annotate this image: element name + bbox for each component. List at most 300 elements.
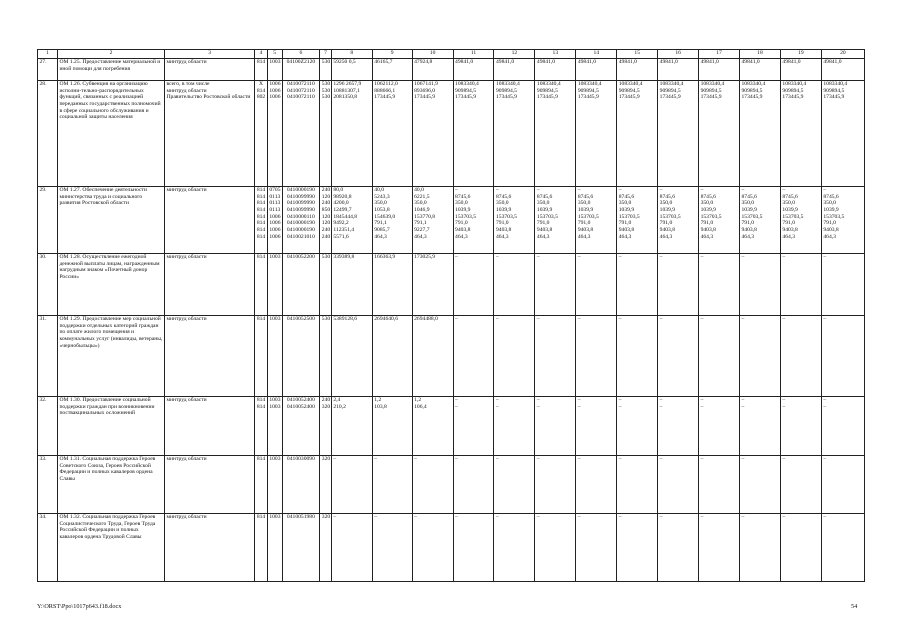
event-name: ОМ 1.32. Социальная поддержка Героев Социалистического Труда, Героев Труда Российской Федерации и полных кавалеров ордена Трудовой Славы (57, 513, 164, 581)
code-cell (255, 396, 268, 455)
amount-cell (699, 513, 740, 581)
column-header: 4 (255, 50, 268, 59)
amount-value: 791,0 (782, 220, 796, 227)
amount-value: – (741, 403, 745, 410)
amount-cell (699, 396, 740, 455)
amount-value: 1039,9 (577, 206, 594, 213)
amount-cell (331, 513, 372, 581)
table-row (38, 186, 865, 253)
code-value: 814 (256, 513, 266, 520)
code-value: 814 (256, 58, 266, 65)
amount-value: 12499,7 (333, 206, 352, 213)
amount-value: 59250 0,5 (333, 58, 356, 65)
amount-value: 464,3 (374, 233, 387, 240)
amount-cell (658, 58, 699, 80)
amount-value: 2694640,6 (374, 315, 399, 322)
amount-value: 153703,5 (659, 213, 681, 220)
amount-value: – (741, 455, 745, 462)
amount-value: 5243,3 (374, 193, 390, 200)
amount-value: – (700, 315, 704, 322)
code-value: 1006 (269, 233, 281, 240)
amount-cell (658, 315, 699, 396)
amount-value: 49841,0 (495, 58, 515, 65)
amount-cell (372, 186, 412, 253)
amount-value: 9403,8 (495, 227, 512, 234)
amount-value: 909894,5 (577, 87, 599, 94)
amount-value: 464,3 (536, 233, 550, 240)
amount-value: – (700, 455, 704, 462)
executor-name: минтруд области (166, 513, 207, 520)
column-header: 9 (372, 50, 412, 59)
amount-value: 1,2 (374, 396, 382, 403)
code-cell (255, 513, 268, 581)
table-row (38, 396, 865, 455)
amount-value: 791,0 (577, 220, 591, 227)
executor-name: минтруд области (166, 455, 207, 462)
code-value: 1006 (269, 80, 281, 87)
amount-value: 40,0 (374, 186, 385, 193)
amount-value: 9403,8 (659, 227, 676, 234)
code-value: 1006 (269, 94, 281, 101)
amount-value: – (741, 253, 745, 260)
code-value: 0410052200 (286, 253, 315, 260)
header-row (38, 50, 865, 59)
amount-cell (780, 58, 821, 80)
amount-value: 1067141,9 (414, 80, 438, 87)
amount-value: 153703,5 (782, 213, 804, 220)
amount-value: – (495, 253, 499, 260)
code-value: 1006 (269, 213, 281, 220)
code-cell (320, 315, 332, 396)
amount-value: 9403,8 (782, 227, 798, 234)
amount-value: – (659, 186, 663, 193)
amount-cell (617, 396, 658, 455)
amount-value: 2081350,8 (333, 94, 358, 101)
amount-cell (494, 315, 535, 396)
code-cell (267, 80, 282, 186)
amount-cell (780, 513, 821, 581)
amount-value: 8745,6 (618, 193, 635, 200)
amount-cell (821, 396, 864, 455)
amount-value: 49841,0 (536, 58, 556, 65)
code-cell (267, 455, 282, 513)
amount-cell (412, 315, 453, 396)
amount-value: 8745,6 (700, 193, 716, 200)
amount-value: 350,0 (577, 200, 591, 207)
amount-value: 1039,9 (536, 206, 553, 213)
amount-value: – (495, 315, 499, 322)
column-header: 17 (699, 50, 740, 59)
column-header: 19 (780, 50, 821, 59)
event-name: ОМ 1.27. Обеспечение деятельности министерства труда и социального развития Ростовской области (57, 186, 164, 253)
footer-file-path: Y:\ORST\Ppo\1017p643.f18.docx (37, 603, 122, 610)
code-value: 0410072110 (287, 80, 315, 87)
code-value: 814 (256, 193, 266, 200)
code-cell (267, 58, 282, 80)
amount-cell (453, 513, 494, 581)
amount-value: – (618, 315, 622, 322)
amount-value: 49841,0 (455, 58, 474, 65)
code-cell (267, 396, 282, 455)
amount-cell (699, 186, 740, 253)
amount-value: 350,0 (495, 200, 509, 207)
amount-value: 1039,9 (700, 206, 716, 213)
amount-value: – (536, 403, 540, 410)
amount-value: – (495, 455, 499, 462)
amount-cell (740, 455, 781, 513)
amount-value: 40,0 (414, 186, 424, 193)
amount-value: 173025,9 (414, 253, 436, 260)
code-value: 530 (321, 253, 331, 260)
code-value: 0410030090 (286, 455, 315, 462)
amount-value: – (455, 186, 458, 193)
amount-value: – (455, 455, 458, 462)
amount-value: – (577, 513, 581, 520)
amount-value: 173445,9 (536, 94, 558, 101)
code-value: 0410000190 (286, 220, 315, 227)
amount-cell (372, 80, 412, 186)
amount-cell (494, 58, 535, 80)
amount-value: 9403,8 (700, 227, 716, 234)
amount-value: – (536, 253, 540, 260)
amount-cell (535, 513, 576, 581)
amount-cell (372, 58, 412, 80)
code-cell (282, 315, 320, 396)
amount-cell (780, 80, 821, 186)
amount-cell (453, 315, 494, 396)
code-cell (255, 58, 268, 80)
amount-value: 173445,9 (700, 94, 722, 101)
amount-value: 909894,5 (659, 87, 681, 94)
amount-value: – (618, 513, 622, 520)
event-name: ОМ 1.31. Социальная поддержка Героев Советского Союза, Героев Российской Федерации и полных кавалеров ордена Славы (57, 455, 164, 513)
amount-value: 49841,0 (659, 58, 678, 65)
amount-cell (412, 253, 453, 315)
amount-value: – (455, 315, 458, 322)
row-number: 29. (38, 186, 58, 253)
code-value: 0410052400 (286, 396, 315, 403)
amount-value: 1083340,4 (536, 80, 561, 87)
event-name: ОМ 1.30. Предоставление социальной поддержки граждан при возникновении поствакцинальных осложнений (57, 396, 164, 455)
amount-value: – (823, 186, 827, 193)
executor-name: минтруд области (166, 87, 207, 94)
amount-value: 153703,5 (536, 213, 558, 220)
amount-cell (494, 80, 535, 186)
code-value: 0410021010 (286, 233, 315, 240)
amount-value: – (700, 253, 704, 260)
amount-value: – (741, 186, 745, 193)
column-header: 8 (331, 50, 372, 59)
code-value: 320 (321, 513, 331, 520)
executor-cell (164, 455, 254, 513)
code-value: 0410000110 (287, 213, 315, 220)
amount-value: 9403,8 (455, 227, 471, 234)
amount-cell (658, 186, 699, 253)
amount-value: – (536, 455, 540, 462)
amount-value: 909894,5 (823, 87, 845, 94)
amount-cell (372, 253, 412, 315)
amount-value: – (577, 396, 581, 403)
amount-value: 1083340,4 (700, 80, 725, 87)
code-value: 0113 (269, 200, 281, 207)
amount-value: – (782, 403, 786, 410)
executor-name: Правительство Ростовской области (166, 94, 251, 101)
amount-cell (535, 396, 576, 455)
code-cell (320, 80, 332, 186)
code-value: 0410000190 (286, 227, 315, 234)
amount-value: 173445,9 (495, 94, 517, 101)
amount-value: 893696,0 (414, 87, 436, 94)
amount-value: 112351,4 (333, 227, 355, 234)
amount-cell (780, 186, 821, 253)
amount-value: 1,2 (414, 396, 422, 403)
amount-value: 350,0 (659, 200, 673, 207)
amount-value: 1083340,4 (618, 80, 643, 87)
amount-value: – (577, 253, 581, 260)
amount-value: 1083340,4 (659, 80, 684, 87)
column-header: 1 (38, 50, 58, 59)
amount-cell (412, 513, 453, 581)
amount-value: 791,0 (700, 220, 714, 227)
amount-value: 173445,9 (455, 94, 477, 101)
table-row (38, 455, 865, 513)
code-value: 120 (321, 213, 331, 220)
table-row (38, 253, 865, 315)
amount-value: 350,0 (414, 200, 427, 207)
amount-cell (576, 58, 617, 80)
amount-value: 173445,9 (659, 94, 681, 101)
amount-cell (494, 396, 535, 455)
amount-value: – (823, 396, 827, 403)
amount-value: – (659, 403, 663, 410)
code-cell (320, 253, 332, 315)
amount-value: 103,8 (374, 403, 387, 410)
amount-value: – (333, 455, 337, 462)
column-header: 18 (740, 50, 781, 59)
code-value: 1003 (269, 403, 281, 410)
code-value: 814 (256, 206, 266, 213)
code-value: 120 (321, 220, 331, 227)
amount-value: 49841,0 (700, 58, 719, 65)
code-value: 1003 (269, 253, 281, 260)
code-value: 0705 (269, 186, 281, 193)
amount-cell (372, 455, 412, 513)
amount-value: – (374, 455, 378, 462)
code-value: 240 (321, 186, 331, 193)
code-value: 814 (256, 233, 266, 240)
code-cell (320, 186, 332, 253)
amount-value: 49841,0 (741, 58, 760, 65)
code-value: 0410072110 (287, 94, 315, 101)
amount-value: 2,4 (333, 396, 341, 403)
amount-value: 1083340,4 (495, 80, 520, 87)
row-number: 34. (38, 513, 58, 581)
amount-value: 350,0 (741, 200, 755, 207)
amount-cell (740, 253, 781, 315)
amount-cell (576, 315, 617, 396)
executor-name: минтруд области (166, 396, 207, 403)
amount-cell (617, 253, 658, 315)
amount-value: – (618, 403, 622, 410)
amount-value: 9492,2 (333, 220, 349, 227)
amount-value: 464,3 (495, 233, 509, 240)
amount-value: 1039,9 (618, 206, 635, 213)
amount-value: 8745,6 (659, 193, 676, 200)
code-cell (282, 58, 320, 80)
code-value: 814 (256, 227, 266, 234)
amount-cell (821, 186, 864, 253)
amount-value: 1062112,0 (374, 80, 398, 87)
code-value: 1003 (269, 396, 281, 403)
code-cell (267, 315, 282, 396)
code-value: 814 (256, 315, 266, 322)
amount-value: – (823, 253, 827, 260)
amount-cell (372, 396, 412, 455)
code-value: 1006 (269, 220, 281, 227)
code-value: 0410099990 (286, 200, 315, 207)
amount-value: – (782, 315, 786, 322)
amount-value: 791,1 (414, 220, 427, 227)
amount-value: 464,3 (782, 233, 796, 240)
amount-value: 350,0 (700, 200, 714, 207)
amount-cell (780, 315, 821, 396)
executor-cell (164, 80, 254, 186)
amount-value: – (536, 396, 540, 403)
code-cell (320, 396, 332, 455)
code-value: 04100Z2120 (286, 58, 316, 65)
amount-value: 464,3 (700, 233, 714, 240)
code-cell (282, 396, 320, 455)
amount-cell (740, 513, 781, 581)
amount-cell (372, 513, 412, 581)
code-cell (282, 186, 320, 253)
amount-value: 1053,8 (374, 206, 390, 213)
amount-value: 173445,9 (782, 94, 804, 101)
amount-value: – (823, 513, 827, 520)
amount-value: – (414, 455, 417, 462)
code-cell (255, 80, 268, 186)
amount-value: 153703,5 (577, 213, 599, 220)
amount-value: – (455, 253, 458, 260)
amount-value: – (741, 513, 745, 520)
amount-cell (617, 186, 658, 253)
code-value: 814 (256, 403, 266, 410)
code-value: 1006 (269, 227, 281, 234)
amount-cell (780, 455, 821, 513)
amount-value: 909894,5 (782, 87, 804, 94)
amount-value: 173445,9 (741, 94, 763, 101)
code-cell (320, 455, 332, 513)
amount-cell (658, 396, 699, 455)
code-value: 240 (321, 233, 331, 240)
amount-cell (821, 253, 864, 315)
amount-value: – (823, 403, 827, 410)
amount-value: 791,0 (741, 220, 755, 227)
code-cell (255, 315, 268, 396)
code-value: 1003 (269, 455, 281, 462)
amount-value: – (823, 455, 827, 462)
amount-value: 153703,5 (618, 213, 640, 220)
amount-value: 8745,6 (495, 193, 512, 200)
amount-cell (780, 396, 821, 455)
amount-cell (535, 186, 576, 253)
amount-value: 1083340,4 (577, 80, 602, 87)
code-value: 814 (256, 396, 266, 403)
code-value: 530 (321, 58, 331, 65)
row-number: 31. (38, 315, 58, 396)
amount-value: 909894,5 (495, 87, 517, 94)
amount-value: – (495, 513, 499, 520)
code-value: 814 (256, 455, 266, 462)
amount-value: – (618, 455, 622, 462)
amount-value: 49841,0 (577, 58, 596, 65)
amount-value: – (374, 513, 378, 520)
amount-value: 8745,6 (782, 193, 798, 200)
code-cell (282, 253, 320, 315)
amount-value: 173445,9 (577, 94, 599, 101)
code-value: 802 (256, 94, 266, 101)
executor-name: минтруд области (166, 186, 207, 193)
amount-value: 5389128,6 (333, 315, 358, 322)
amount-value: 464,3 (577, 233, 591, 240)
amount-cell (494, 455, 535, 513)
table-row (38, 80, 865, 186)
amount-value: 909894,5 (741, 87, 763, 94)
amount-cell (331, 396, 372, 455)
amount-value: – (495, 396, 499, 403)
code-value: 814 (256, 213, 266, 220)
amount-cell (412, 58, 453, 80)
amount-value: – (618, 253, 622, 260)
column-header: 6 (282, 50, 320, 59)
amount-cell (494, 253, 535, 315)
amount-value: – (577, 455, 581, 462)
amount-cell (331, 58, 372, 80)
table-row (38, 513, 865, 581)
amount-value: 888666,1 (374, 87, 396, 94)
amount-value: 791,0 (618, 220, 632, 227)
amount-value: 791,0 (659, 220, 673, 227)
amount-value: – (782, 513, 786, 520)
amount-value: – (577, 315, 581, 322)
code-value: 0410072110 (287, 87, 315, 94)
amount-cell (535, 58, 576, 80)
amount-value: 9227,7 (414, 227, 430, 234)
amount-value: 350,0 (455, 200, 468, 207)
event-name: ОМ 1.25. Предоставление материальной и иной помощи для погребения (57, 58, 164, 80)
amount-cell (658, 253, 699, 315)
amount-value: – (782, 455, 786, 462)
amount-value: 2694488,0 (414, 315, 438, 322)
executor-cell (164, 513, 254, 581)
amount-value: 464,3 (455, 233, 468, 240)
amount-value: 49841,0 (823, 58, 842, 65)
code-value: 0113 (269, 193, 281, 200)
event-name: ОМ 1.28. Осуществление ежегодной денежной выплаты лицам, награжденным нагрудным знаком «Почетный донор России» (57, 253, 164, 315)
column-header: 2 (57, 50, 164, 59)
code-value: 240 (321, 396, 331, 403)
amount-value: 106,4 (414, 403, 427, 410)
amount-cell (412, 396, 453, 455)
executor-name: минтруд области (166, 315, 207, 322)
code-value: 120 (321, 193, 331, 200)
amount-value: – (414, 513, 417, 520)
amount-value: 791,1 (374, 220, 387, 227)
amount-value: – (495, 403, 499, 410)
amount-value: 339389,8 (333, 253, 355, 260)
amount-value: 909894,5 (536, 87, 558, 94)
amount-value: 1039,9 (455, 206, 471, 213)
